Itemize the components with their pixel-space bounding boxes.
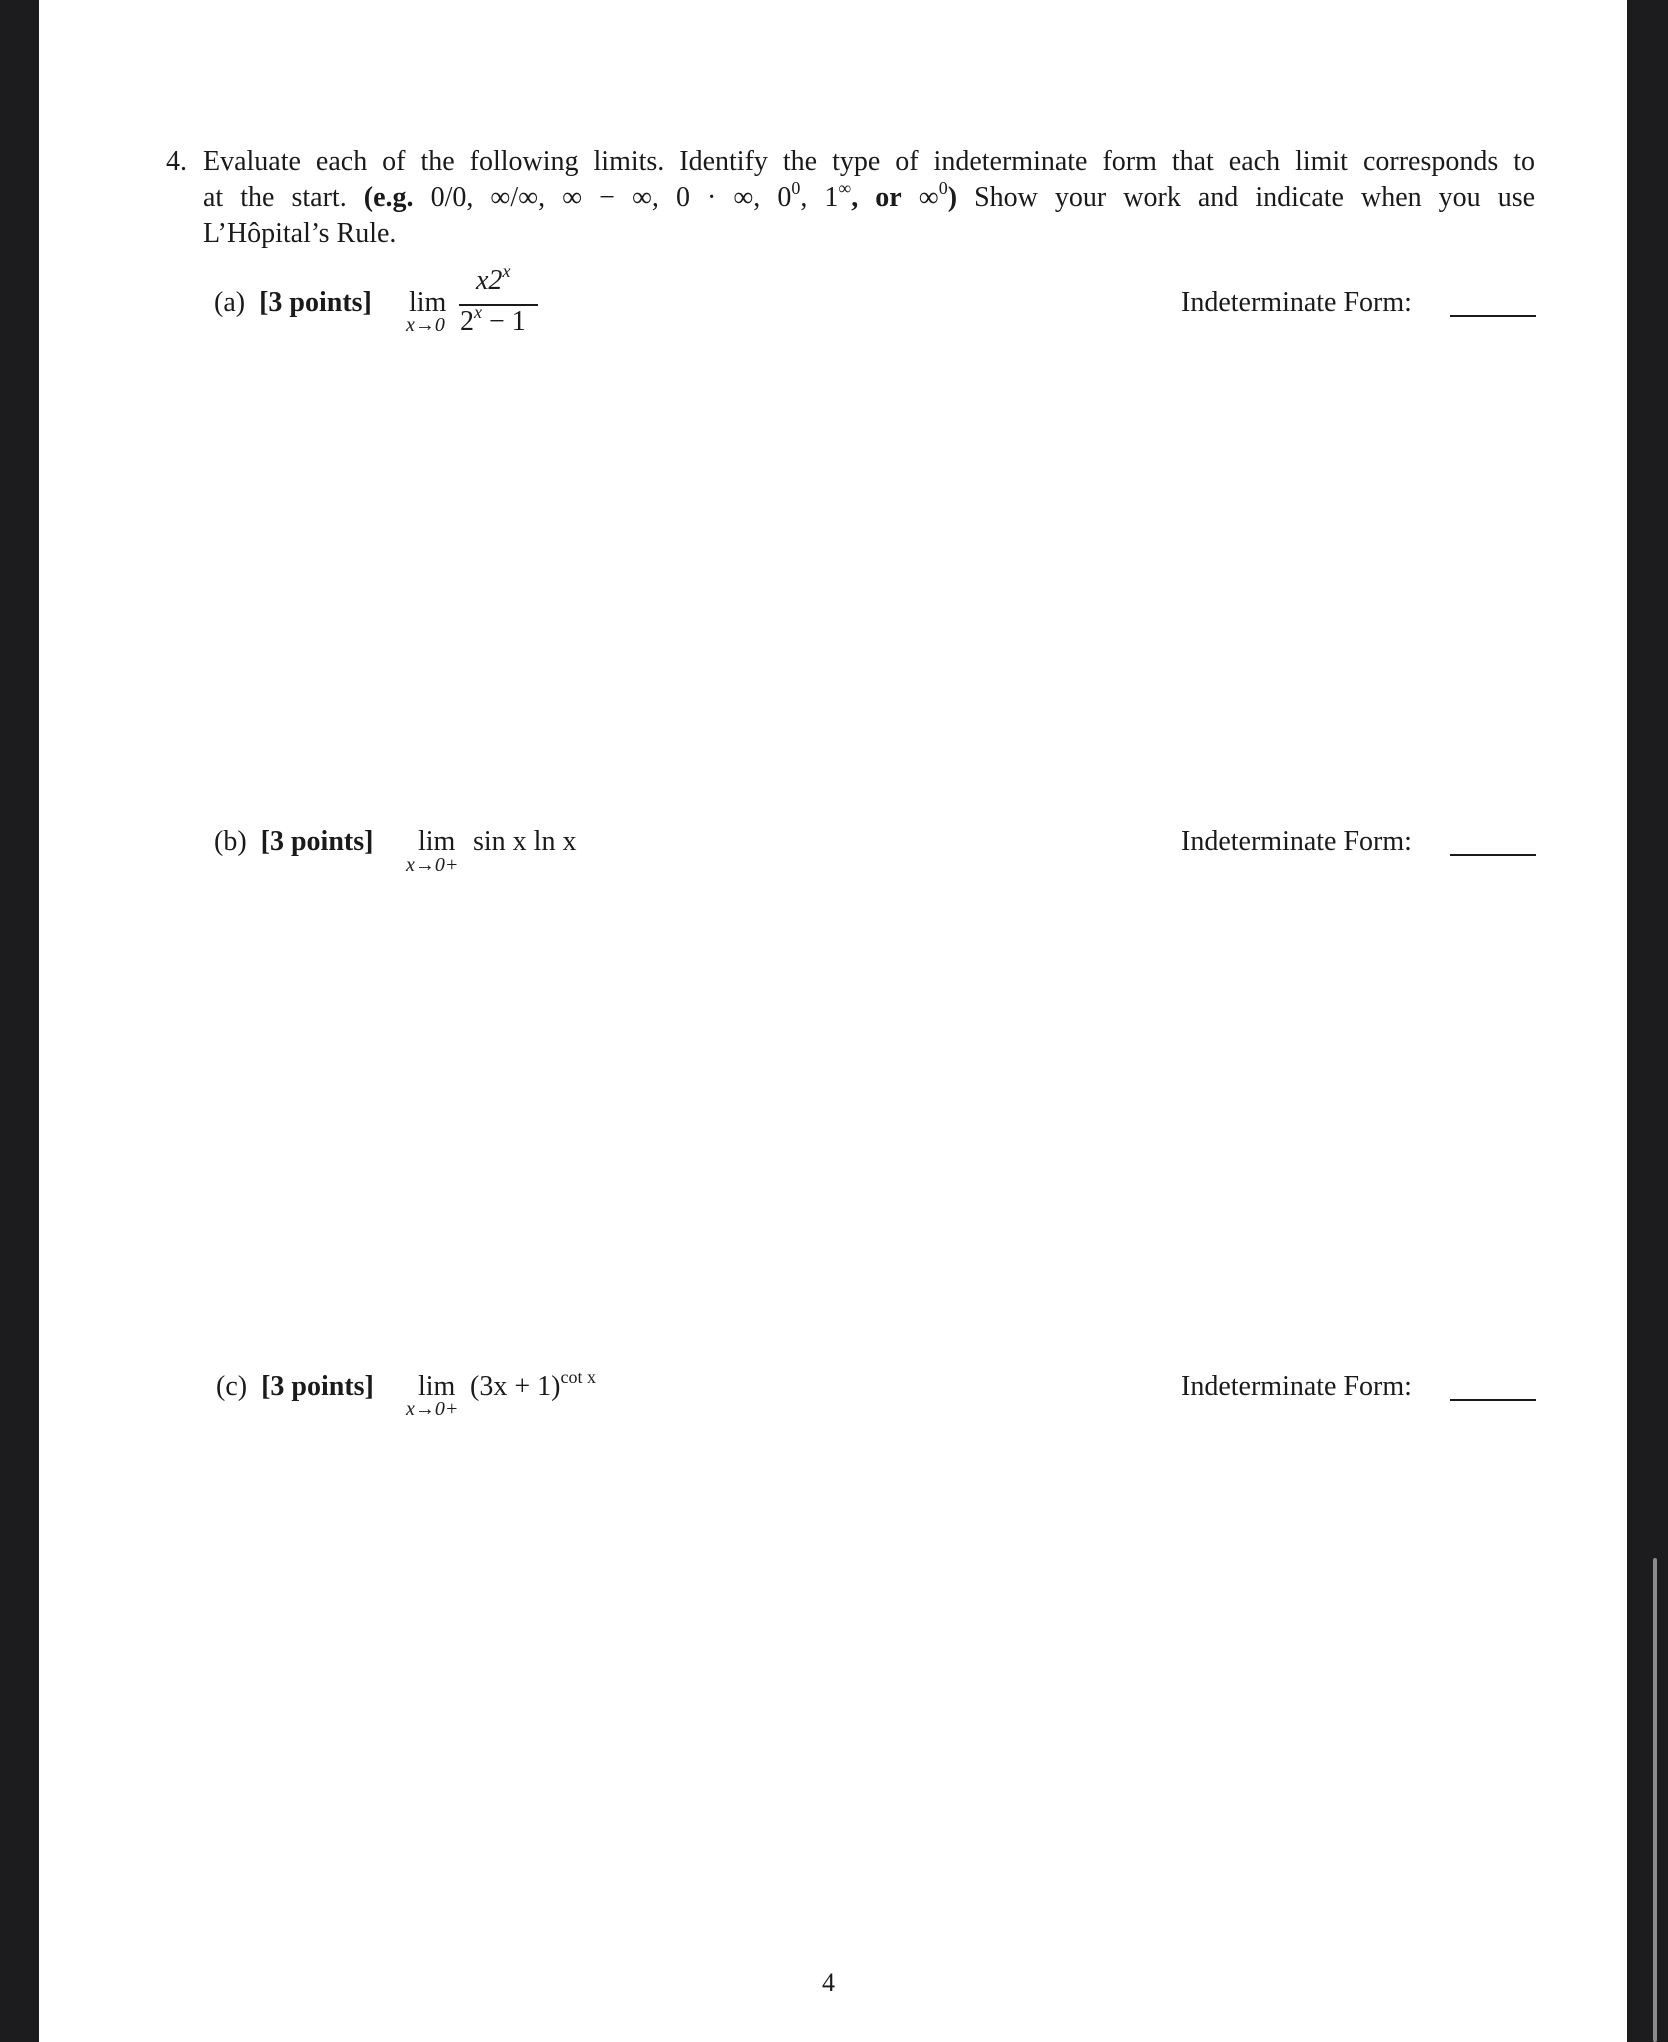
part-a-lim-sub: x→0 <box>406 314 445 336</box>
part-b-expression: sin x ln x <box>473 826 577 857</box>
part-b-lim: lim <box>418 826 456 857</box>
examples-sup-1: 0 <box>791 178 801 198</box>
part-a-numerator: x2$^x$ <box>476 261 511 296</box>
part-b-answer-blank <box>1450 854 1536 856</box>
scrollbar-thumb[interactable] <box>1653 1558 1657 2042</box>
part-c-indeterminate-label: Indeterminate Form: <box>1181 1371 1412 1402</box>
examples-mid: , 1 <box>800 182 839 213</box>
part-c-lim-sub: x→0+ <box>406 1398 459 1420</box>
part-c-lim: lim <box>418 1371 456 1402</box>
question-text-start: at the start. <box>203 182 347 213</box>
part-c-letter: (c) <box>216 1371 248 1402</box>
part-c-points: [3 points] <box>261 1371 374 1402</box>
examples-close: ) <box>947 182 958 213</box>
page-number: 4 <box>822 1968 835 1997</box>
part-b-points: [3 points] <box>260 826 374 857</box>
part-a-points: [3 points] <box>259 287 372 318</box>
examples-open: (e.g. <box>363 182 414 213</box>
examples-sup-3: 0 <box>938 178 948 198</box>
examples-forms: 0/0, ∞/∞, ∞ − ∞, 0 · ∞, 0 <box>430 182 792 213</box>
part-b-lim-sub: x→0+ <box>406 854 459 876</box>
question-number: 4. <box>166 146 187 177</box>
part-b-indeterminate-label: Indeterminate Form: <box>1181 826 1412 857</box>
part-a-indeterminate-label: Indeterminate Form: <box>1181 287 1412 318</box>
examples-inf: ∞ <box>918 182 939 213</box>
part-a-letter: (a) <box>214 287 246 318</box>
examples-or: , or <box>851 182 902 213</box>
question-text-line-3: L’Hôpital’s Rule. <box>203 218 397 249</box>
part-b-label <box>214 824 373 860</box>
part-a-lim: lim <box>409 287 447 318</box>
question-text-end: Show your work and indicate when you use <box>974 182 1536 213</box>
part-b-letter: (b) <box>214 826 247 857</box>
question-text-line-1: Evaluate each of the following limits. Identify the type of indeterminate form that each limit corresponds to <box>203 146 1535 177</box>
part-a-denominator: $2^x - 1$ <box>460 302 526 337</box>
part-c-answer-blank <box>1450 1399 1536 1401</box>
question-text-line-2 <box>203 180 1535 216</box>
examples-sup-2: ∞ <box>838 178 852 198</box>
part-c-label <box>216 1369 374 1405</box>
part-a-label <box>214 285 372 321</box>
part-c-expression: $(3x + 1)^{cot x}$ <box>470 1367 596 1402</box>
part-a-answer-blank <box>1450 315 1536 317</box>
